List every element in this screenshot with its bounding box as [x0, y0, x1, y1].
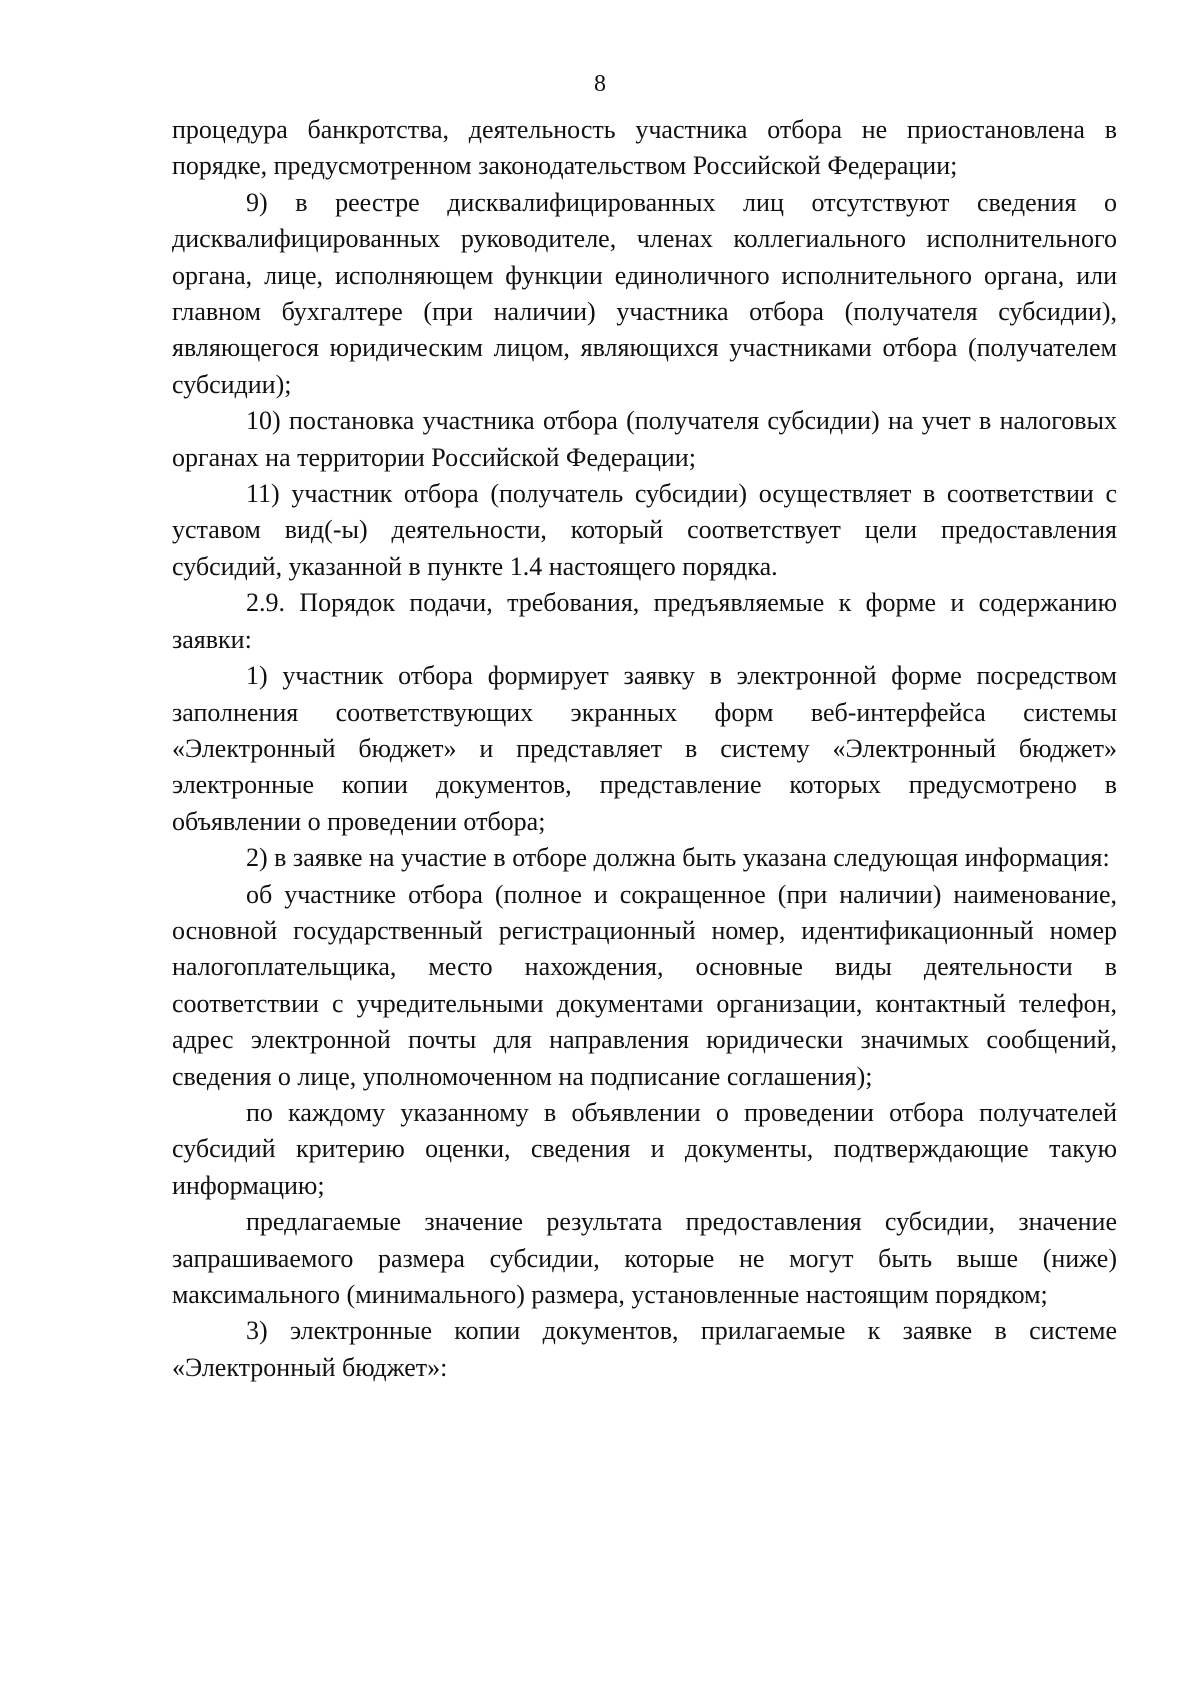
document-body [172, 112, 1117, 1386]
paragraph-participant-info: об участнике отбора (полное и сокращенное (при наличии) наименование, основной государственный регистрационный номер, идентификационный номер налогоплательщика, место нахождения, основные виды деятельности в соответствии с учредительными документами организации, контактный телефон, адрес электронной почты для направления юридически значимых сообщений, сведения о лице, уполномоченном на подписание соглашения); [172, 879, 1117, 1091]
paragraph-evaluation-criteria: по каждому указанному в объявлении о проведении отбора получателей субсидий критерию оценки, сведения и документы, подтверждающие такую информацию; [172, 1097, 1117, 1200]
paragraph-section-2-9: 2.9. Порядок подачи, требования, предъявляемые к форме и содержанию заявки: [172, 588, 1117, 654]
paragraph-item-9: 9) в реестре дисквалифицированных лиц отсутствуют сведения о дисквалифицированных руководителе, членах коллегиального исполнительного органа, лице, исполняющем функции единоличного исполнительного органа, или главном бухгалтере (при наличии) участника отбора (получателя субсидии), являющегося юридическим лицом, являющихся участниками отбора (получателем субсидии); [172, 187, 1117, 399]
paragraph-item-11: 11) участник отбора (получатель субсидии) осуществляет в соответствии с уставом вид(-ы) деятельности, который соответствует цели предоставления субсидий, указанной в пункте 1.4 настоящего порядка. [172, 479, 1117, 581]
paragraph-subitem-1: 1) участник отбора формирует заявку в электронной форме посредством заполнения соответствующих экранных форм веб-интерфейса системы «Электронный бюджет» и представляет в систему «Электронный бюджет» электронные копии документов, представление которых предусмотрено в объявлении о проведении отбора; [172, 661, 1117, 836]
page-number: 8 [594, 71, 606, 97]
paragraph-subitem-2: 2) в заявке на участие в отборе должна быть указана следующая информация: [246, 843, 1110, 873]
paragraph-subitem-3: 3) электронные копии документов, прилагаемые к заявке в системе «Электронный бюджет»: [172, 1316, 1117, 1382]
paragraph-bankruptcy-continuation: процедура банкротства, деятельность участника отбора не приостановлена в порядке, предусмотренном законодательством Российской Федерации; [172, 115, 1117, 181]
paragraph-proposed-values: предлагаемые значение результата предоставления субсидии, значение запрашиваемого размера субсидии, которые не могут быть выше (ниже) максимального (минимального) размера, установленные настоящим порядком; [172, 1207, 1117, 1309]
paragraph-item-10: 10) постановка участника отбора (получателя субсидии) на учет в налоговых органах на территории Российской Федерации; [172, 406, 1117, 472]
